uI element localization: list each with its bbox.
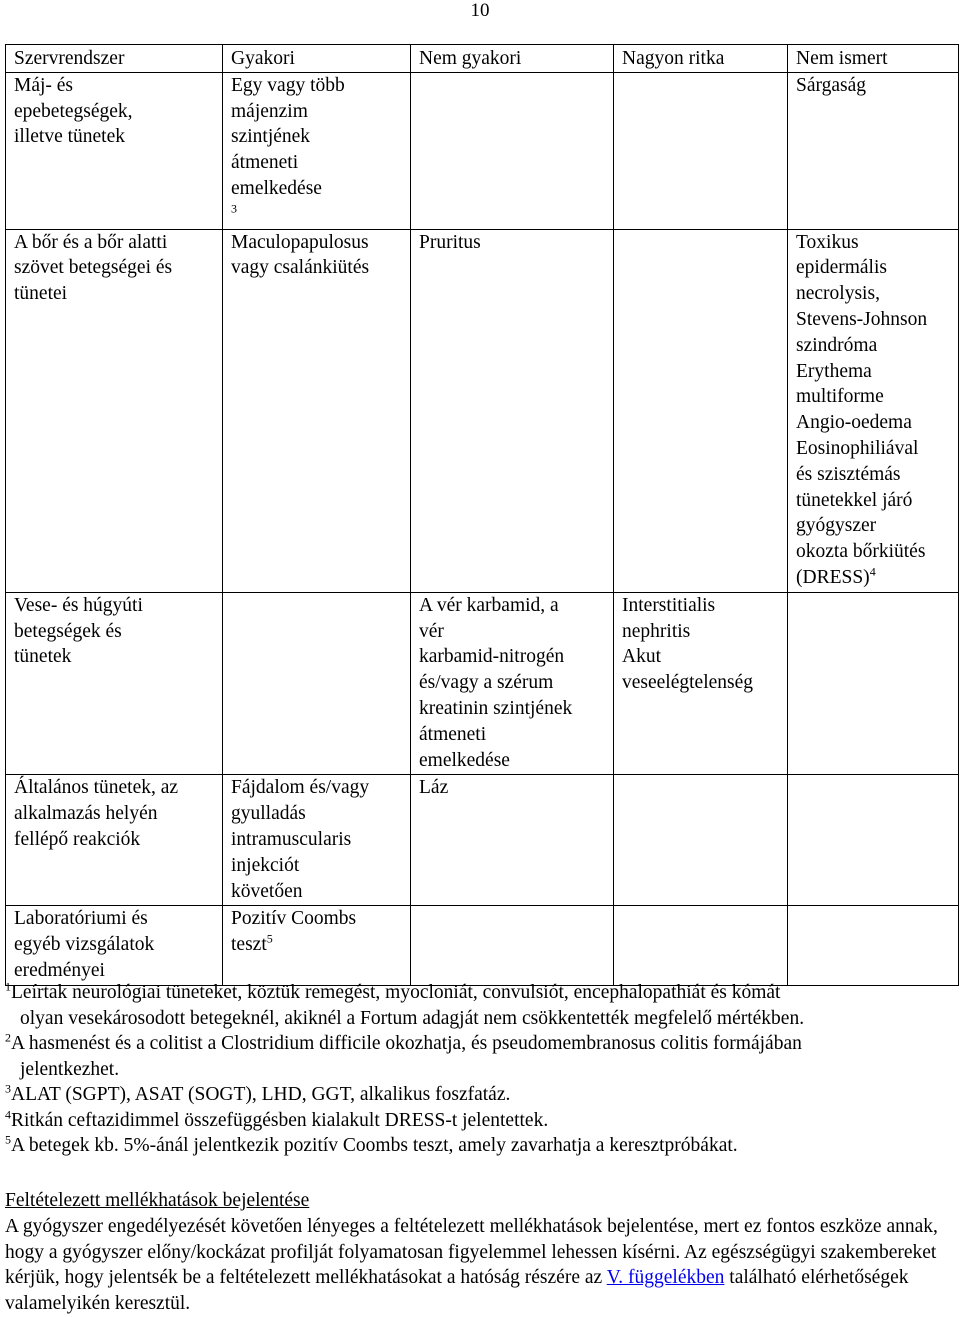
cell-uncommon xyxy=(411,72,614,229)
cell-not-known: Toxikus epidermális necrolysis, Stevens-Johnson szindróma Erythema multiforme Angio-oedema Eosinophiliával és szisztémás tünetekkel járó gyógyszer okozta bőrkiütés (DRESS)$^4$ xyxy=(788,229,959,592)
header-organ-system: Szervrendszer xyxy=(6,45,223,73)
footnote: $^5$A betegek kb. 5%-ánál jelentkezik pozitív Coombs teszt, amely zavarhatja a keresztpróbákat. xyxy=(5,1132,738,1156)
cell-organ: A bőr és a bőr alatti szövet betegségei és tünetei xyxy=(6,229,223,592)
cell-organ: Vese- és húgyúti betegségek és tünetek xyxy=(6,592,223,775)
header-common: Gyakori xyxy=(223,45,411,73)
appendix-v-link[interactable]: V. függelékben xyxy=(606,1267,725,1289)
cell-common: Fájdalom és/vagy gyulladás intramuscularis injekciót követően xyxy=(223,775,411,906)
cell-uncommon xyxy=(411,906,614,986)
header-very-rare: Nagyon ritka xyxy=(614,45,788,73)
cell-common: Pozitív Coombs teszt$^5$ xyxy=(223,906,411,986)
footnote: $^3$ALAT (SGPT), ASAT (SOGT), LHD, GGT, alkalikus foszfatáz. xyxy=(5,1081,511,1105)
footnote: $^2$A hasmenést és a colitist a Clostridium difficile okozhatja, és pseudomembranosus colitis formájában xyxy=(5,1030,802,1054)
table-row xyxy=(6,592,959,775)
footnote: $^4$Ritkán ceftazidimmel összefüggésben kialakult DRESS-t jelentettek. xyxy=(5,1107,549,1131)
footnotes xyxy=(5,980,950,1159)
footnote: $^1$Leírtak neurológiai tüneteket, köztük remegést, myocloniát, convulsiót, encephalopathiát és kómát xyxy=(5,979,781,1003)
cell-organ: Máj- és epebetegségek, illetve tünetek xyxy=(6,72,223,229)
footnote-ref: 4 xyxy=(869,564,876,579)
table-row xyxy=(6,229,959,592)
reporting-heading: Feltételezett mellékhatások bejelentése xyxy=(5,1190,310,1211)
table-header-row xyxy=(6,45,959,73)
cell-common: Egy vagy több májenzim szintjének átmeneti emelkedése $^3$ xyxy=(223,72,411,229)
cell-common xyxy=(223,592,411,775)
table-row xyxy=(6,72,959,229)
cell-uncommon: A vér karbamid, a vér karbamid-nitrogén és/vagy a szérum kreatinin szintjének átmeneti emelkedése xyxy=(411,592,614,775)
footnote-ref: 5 xyxy=(266,931,273,946)
footnote-ref: 3 xyxy=(231,201,237,216)
cell-uncommon: Láz xyxy=(411,775,614,906)
cell-organ: Laboratóriumi és egyéb vizsgálatok eredményei xyxy=(6,906,223,986)
table-row xyxy=(6,775,959,906)
cell-not-known xyxy=(788,775,959,906)
side-effects-table xyxy=(5,44,959,986)
reporting-paragraph: A gyógyszer engedélyezését követően lényeges a feltételezett mellékhatások bejelentése, mert ez fontos eszköze annak, hogy a gyógyszer előny/kockázat profilját folyamatosan figyelemmel lehessen kísérni. Az egészségügyi szakembereket kérjük, hogy jelentsék be a feltételezett mellékhatásokat a hatóság részére az V. függelékben található elérhetőségek valamelyikén keresztül. xyxy=(5,1215,938,1315)
cell-organ: Általános tünetek, az alkalmazás helyén fellépő reakciók xyxy=(6,775,223,906)
footnote-continuation: jelentkezhet. xyxy=(20,1058,120,1080)
footnote-continuation: olyan vesekárosodott betegeknél, akiknél a Fortum adagját nem csökkentették megfelelő mértékben. xyxy=(20,1007,805,1029)
table-row xyxy=(6,906,959,986)
reporting-section xyxy=(5,1188,950,1317)
cell-not-known xyxy=(788,592,959,775)
cell-not-known: Sárgaság xyxy=(788,72,959,229)
header-uncommon: Nem gyakori xyxy=(411,45,614,73)
cell-very-rare xyxy=(614,72,788,229)
page-number: 10 xyxy=(470,0,490,21)
cell-very-rare xyxy=(614,906,788,986)
cell-very-rare xyxy=(614,229,788,592)
cell-common: Maculopapulosus vagy csalánkiütés xyxy=(223,229,411,592)
cell-uncommon: Pruritus xyxy=(411,229,614,592)
cell-very-rare: Interstitialis nephritis Akut veseelégtelenség xyxy=(614,592,788,775)
cell-very-rare xyxy=(614,775,788,906)
cell-not-known xyxy=(788,906,959,986)
header-not-known: Nem ismert xyxy=(788,45,959,73)
